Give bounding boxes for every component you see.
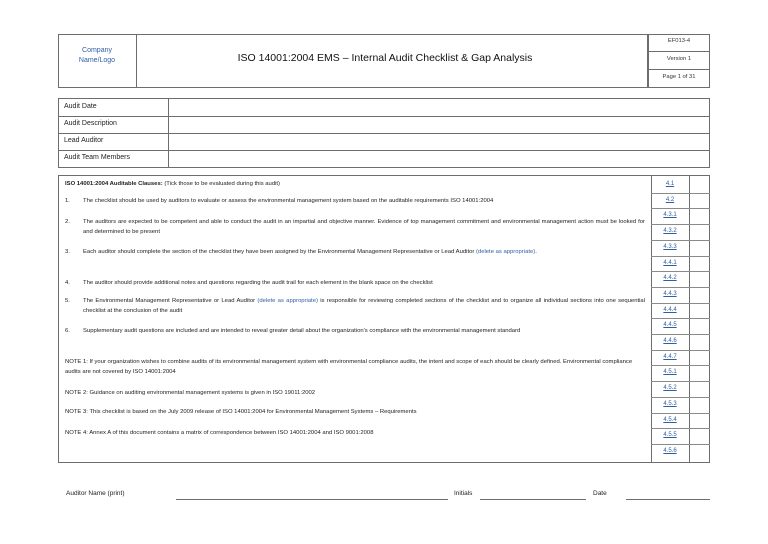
- instruction-text: The Environmental Management Representative or Lead Auditor: [83, 298, 258, 304]
- initials-label: Initials: [454, 490, 473, 497]
- instruction-text: The checklist should be used by auditors to evaluate or assess the environmental management system based on the auditable requirements ISO 14001:2004: [83, 198, 494, 204]
- clause-tick-box[interactable]: [690, 209, 709, 223]
- clause-4-5-6[interactable]: 4.5.6: [663, 447, 677, 454]
- clause-tick-box[interactable]: [690, 335, 709, 349]
- clause-4-5-5[interactable]: 4.5.5: [663, 432, 677, 439]
- clause-4-4-3[interactable]: 4.4.3: [663, 290, 677, 297]
- instruction-item: [65, 326, 645, 336]
- instruction-number: 1.: [65, 198, 70, 204]
- clause-4-4-6[interactable]: 4.4.6: [663, 338, 677, 344]
- clause-row-divider: [651, 350, 710, 351]
- clause-4-2[interactable]: 4.2: [665, 196, 675, 203]
- header-divider: [136, 34, 137, 88]
- instruction-text: Each auditor should complete the section of the checklist they have been assigned by the Environmental Management Representative or Lead Auditor: [83, 249, 476, 255]
- page-number: Page 1 of 31: [662, 74, 696, 80]
- clause-4-5-3[interactable]: 4.5.3: [663, 400, 677, 407]
- initials-field[interactable]: [480, 499, 586, 500]
- clause-4-1[interactable]: 4.1: [665, 181, 675, 187]
- clause-row-divider: [651, 224, 710, 225]
- clause-tick-box[interactable]: [690, 382, 709, 396]
- clause-4-4-5[interactable]: 4.4.5: [663, 322, 677, 329]
- lead-auditor-label: Lead Auditor: [64, 137, 104, 144]
- clause-row-divider: [651, 208, 710, 209]
- clause-row-divider: [651, 256, 710, 257]
- clause-row-divider: [651, 318, 710, 319]
- clause-row-divider: [651, 397, 710, 398]
- clause-row-divider: [651, 413, 710, 414]
- clause-row-divider: [651, 444, 710, 445]
- clauses-heading: [65, 179, 645, 189]
- delete-as-appropriate-link[interactable]: (delete as appropriate): [257, 298, 318, 304]
- clause-4-4-4[interactable]: 4.4.4: [663, 306, 677, 313]
- clause-tick-box[interactable]: [690, 429, 709, 443]
- instruction-item: [65, 278, 645, 288]
- clause-row-divider: [651, 271, 710, 272]
- clause-4-4-7[interactable]: 4.4.7: [663, 353, 677, 360]
- instruction-number: 6.: [65, 328, 70, 334]
- instruction-number: 4.: [65, 280, 70, 286]
- clause-row-divider: [651, 240, 710, 241]
- instruction-item: [65, 196, 645, 206]
- date-field[interactable]: [626, 499, 710, 500]
- audit-description-field[interactable]: [172, 117, 708, 132]
- note-2: NOTE 2: Guidance on auditing environmental management systems is given in ISO 19011:2002: [65, 390, 316, 396]
- audit-team-members-field[interactable]: [172, 151, 708, 167]
- auditor-name-label: Auditor Name (print): [66, 490, 125, 497]
- clause-tick-box[interactable]: [690, 257, 709, 271]
- lead-auditor-field[interactable]: [172, 134, 708, 149]
- clause-tick-box[interactable]: [690, 272, 709, 286]
- clause-tick-box[interactable]: [690, 319, 709, 333]
- clause-row-divider: [651, 428, 710, 429]
- clause-tick-box[interactable]: [690, 398, 709, 412]
- company-logo-placeholder: [58, 46, 136, 66]
- clause-row-divider: [651, 334, 710, 335]
- clause-4-3-1[interactable]: 4.3.1: [663, 212, 677, 219]
- date-label: Date: [593, 490, 607, 497]
- note-1: NOTE 1: If your organization wishes to combine audits of its environmental management system with environmental compliance audits, the intent and scope of each should be clearly defined. Environmental compliance audits are not covered by ISO 14001:2004: [65, 359, 633, 375]
- instruction-item: [65, 217, 645, 237]
- clause-tick-box[interactable]: [690, 178, 709, 192]
- clause-4-5-1[interactable]: 4.5.1: [663, 369, 677, 376]
- doc-code: EF013-4: [667, 38, 691, 44]
- clauses-heading-bold: ISO 14001:2004 Auditable Clauses:: [65, 181, 163, 187]
- doc-version: Version 1: [666, 56, 692, 62]
- auditor-name-field[interactable]: [176, 499, 448, 500]
- clause-4-4-2[interactable]: 4.4.2: [663, 275, 677, 282]
- instruction-number: 5.: [65, 298, 70, 304]
- audit-description-label: Audit Description: [64, 120, 117, 127]
- clause-tick-box[interactable]: [690, 288, 709, 302]
- header-meta-divider: [648, 51, 710, 52]
- clause-4-3-2[interactable]: 4.3.2: [663, 228, 677, 235]
- note-3: NOTE 3: This checklist is based on the July 2009 release of ISO 14001:2004 for Environmental Management Systems – Requirements: [65, 409, 417, 415]
- audit-date-label: Audit Date: [64, 103, 97, 110]
- clause-tick-box[interactable]: [690, 445, 709, 459]
- clause-4-4-1[interactable]: 4.4.1: [663, 259, 677, 266]
- instruction-text: The auditors are expected to be competent and able to conduct the audit in an impartial and objective manner. Evidence of top management commitment and environmental management action must be looked for and determined to be present: [83, 219, 645, 235]
- clause-tick-box[interactable]: [690, 194, 709, 208]
- instruction-text: Supplementary audit questions are included and are intended to reveal greater detail about the organization's compliance with the environmental management standard: [83, 328, 521, 334]
- audit-team-members-label: Audit Team Members: [64, 154, 131, 161]
- page-title: ISO 14001:2004 EMS – Internal Audit Checklist & Gap Analysis: [237, 52, 533, 64]
- company-line2: Name/Logo: [78, 57, 116, 64]
- clauses-heading-text: (Tick those to be evaluated during this audit): [162, 181, 281, 187]
- instruction-text: .: [535, 249, 537, 255]
- clause-tick-box[interactable]: [690, 414, 709, 428]
- clause-tick-box[interactable]: [690, 366, 709, 380]
- instruction-text: is responsible for reviewing completed sections of the checklist and to organize all individual sections into one sequential checklist at the conclusion of the audit: [83, 298, 645, 314]
- clause-tick-box[interactable]: [690, 241, 709, 255]
- instruction-text: The auditor should provide additional notes and questions regarding the audit trail for each element in the blank space on the checklist: [83, 280, 433, 286]
- note-4: NOTE 4: Annex A of this document contains a matrix of correspondence between ISO 14001:2004 and ISO 9001:2008: [65, 430, 374, 436]
- instruction-item: [65, 296, 645, 316]
- header-meta-divider: [648, 69, 710, 70]
- delete-as-appropriate-link[interactable]: (delete as appropriate): [475, 249, 536, 255]
- clause-tick-box[interactable]: [690, 225, 709, 239]
- instruction-item: [65, 247, 645, 257]
- instruction-number: 3.: [65, 249, 70, 255]
- clause-row-divider: [651, 381, 710, 382]
- clause-row-divider: [651, 193, 710, 194]
- instruction-number: 2.: [65, 219, 70, 225]
- company-line1: Company: [82, 47, 112, 54]
- clause-tick-box[interactable]: [690, 351, 709, 365]
- clause-4-5-2[interactable]: 4.5.2: [663, 385, 677, 392]
- clause-row-divider: [651, 365, 710, 366]
- clause-row-divider: [651, 287, 710, 288]
- audit-date-field[interactable]: [172, 99, 708, 115]
- clause-4-5-4[interactable]: 4.5.4: [663, 416, 677, 423]
- clause-tick-box[interactable]: [690, 304, 709, 318]
- clause-row-divider: [651, 303, 710, 304]
- clause-4-3-3[interactable]: 4.3.3: [663, 243, 677, 250]
